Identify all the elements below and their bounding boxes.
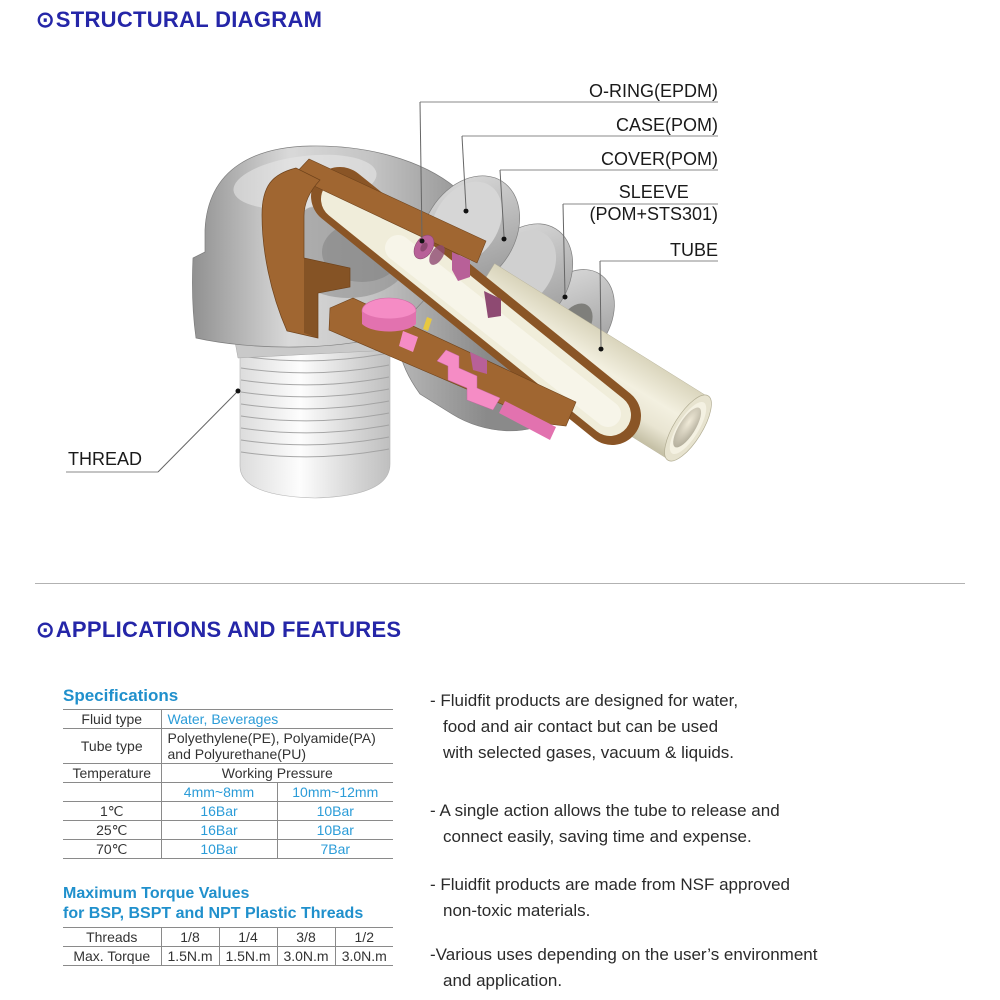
temp-value: 70℃ [63,840,161,859]
label-tube: TUBE [669,240,718,260]
pressure-small: 16Bar [161,802,277,821]
thread-size: 3/8 [277,928,335,947]
fluid-type-value: Water, Beverages [161,710,393,729]
pressure-large: 7Bar [277,840,393,859]
bullet-circle-icon: ⊙ [36,7,55,32]
table-row [63,840,393,859]
thread-size: 1/8 [161,928,219,947]
label-thread: THREAD [68,449,143,469]
torque-title-line2: for BSP, BSPT and NPT Plastic Threads [63,905,364,922]
specifications-title: Specifications [63,686,179,705]
feature-line: food and air contact but can be used [443,717,719,736]
thread-size: 1/4 [219,928,277,947]
bullet-circle-icon: ⊙ [36,617,55,642]
temp-value: 25℃ [63,821,161,840]
size-col-small: 4mm~8mm [161,783,277,802]
threads-label: Threads [63,928,161,947]
empty-cell [63,783,161,802]
specifications-table [63,709,393,859]
applications-features-title: APPLICATIONS AND FEATURES [55,617,402,642]
feature-item [430,688,920,766]
torque-title-line1: Maximum Torque Values [63,885,250,902]
table-row [63,729,393,764]
torque-value: 3.0N.m [277,947,335,966]
label-sleeve [589,181,718,225]
feature-line: non-toxic materials. [443,901,591,920]
table-row [63,821,393,840]
feature-line: - Fluidfit products are made from NSF approved [430,875,790,894]
fluid-type-label: Fluid type [63,710,161,729]
table-row [63,947,393,966]
label-o-ring: O-RING(EPDM) [589,81,718,101]
feature-line: -Various uses depending on the user’s environment [430,945,818,964]
section-divider [35,583,965,584]
pressure-small: 16Bar [161,821,277,840]
torque-table [63,927,393,966]
size-col-large: 10mm~12mm [277,783,393,802]
working-pressure-header: Working Pressure [161,764,393,783]
torque-value: 1.5N.m [219,947,277,966]
tube-type-label: Tube type [63,729,161,764]
torque-title [63,884,363,924]
feature-line: - A single action allows the tube to release and [430,801,780,820]
table-row [63,710,393,729]
label-sleeve-line2: (POM+STS301) [589,204,718,224]
table-row [63,928,393,947]
torque-value: 1.5N.m [161,947,219,966]
temperature-label: Temperature [63,764,161,783]
tube-type-value: Polyethylene(PE), Polyamide(PA) and Polyurethane(PU) [161,729,393,764]
pressure-large: 10Bar [277,821,393,840]
label-cover: COVER(POM) [601,149,718,169]
temp-value: 1℃ [63,802,161,821]
pressure-small: 10Bar [161,840,277,859]
applications-features-heading [36,617,401,643]
table-row [63,764,393,783]
feature-line: and application. [443,971,563,990]
max-torque-label: Max. Torque [63,947,161,966]
table-row [63,802,393,821]
pressure-large: 10Bar [277,802,393,821]
feature-line: - Fluidfit products are designed for water, [430,691,739,710]
feature-item [430,942,920,994]
structural-diagram-title: STRUCTURAL DIAGRAM [55,7,323,32]
feature-item [430,798,920,850]
feature-line: with selected gases, vacuum & liquids. [443,743,735,762]
label-case: CASE(POM) [615,115,718,135]
torque-value: 3.0N.m [335,947,393,966]
feature-item [430,872,920,924]
table-row [63,783,393,802]
feature-line: connect easily, saving time and expense. [443,827,752,846]
label-sleeve-line1: SLEEVE [618,182,689,202]
thread-size: 1/2 [335,928,393,947]
